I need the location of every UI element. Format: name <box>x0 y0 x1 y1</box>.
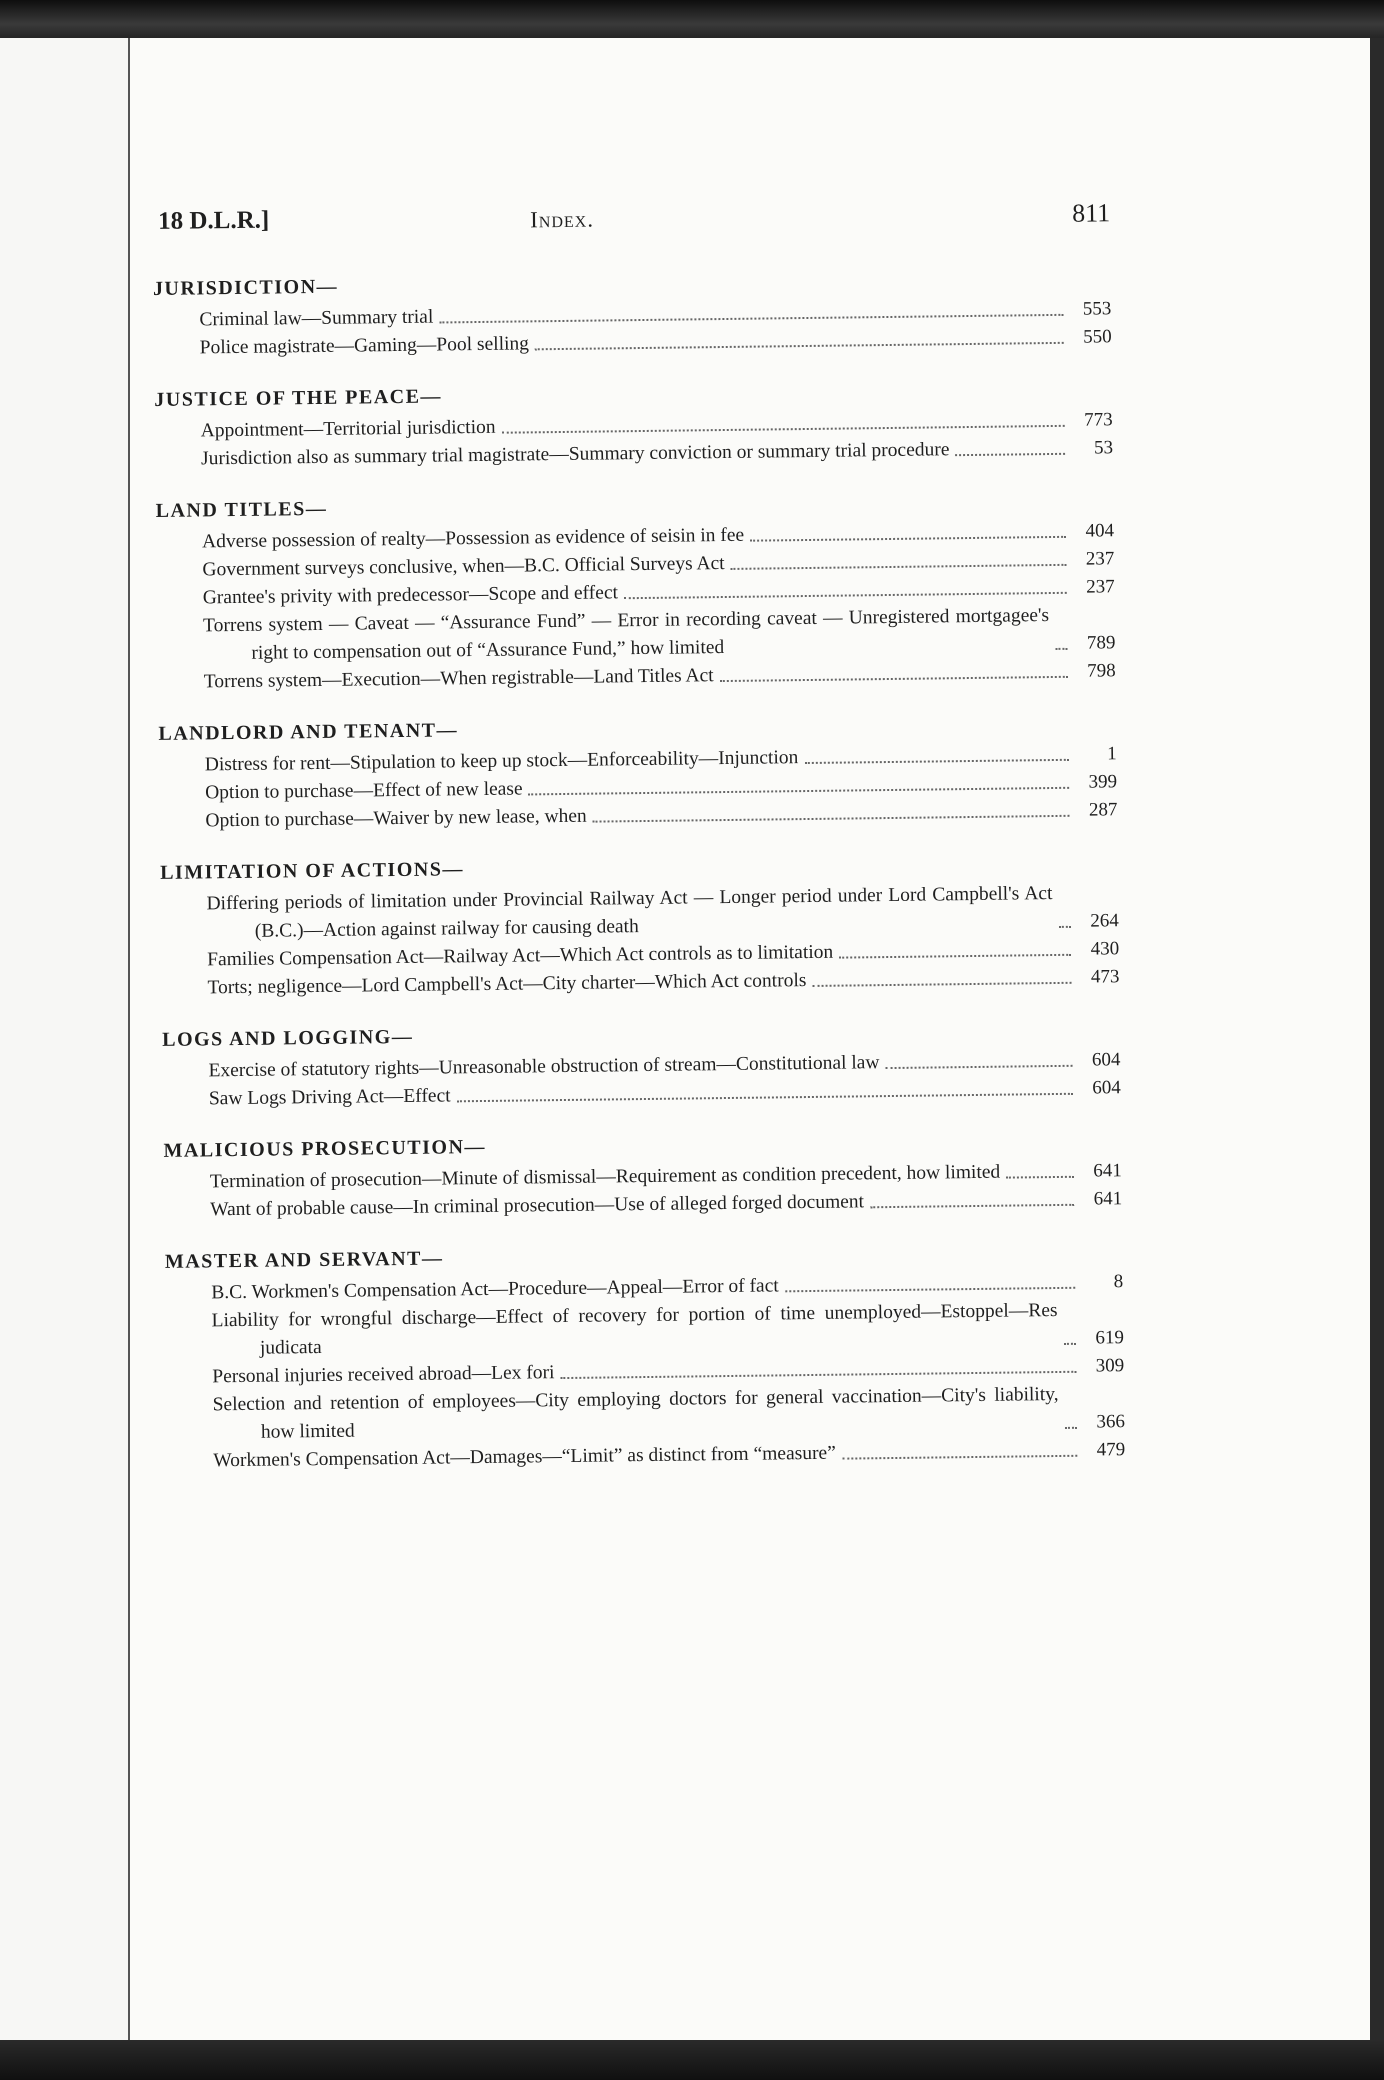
entry-page-number: 8 <box>1113 1271 1124 1293</box>
entry-text: Families Compensation Act—Railway Act—Which Act controls as to limitation <box>207 941 834 971</box>
entry-text: Personal injuries received abroad—Lex fori <box>212 1362 555 1388</box>
index-entry <box>212 1380 1125 1447</box>
entry-text: Torts; negligence—Lord Campbell's Act—City charter—Which Act controls <box>207 970 807 999</box>
entry-text: Adverse possession of realty—Possession as evidence of seisin in fee <box>201 524 745 553</box>
scan-right-border <box>1370 38 1384 2042</box>
index-section <box>161 1128 1122 1225</box>
entry-text: Torrens system—Execution—When registrable—Land Titles Act <box>203 665 714 693</box>
entry-page-number: 309 <box>1095 1355 1125 1377</box>
facing-page-edge <box>0 38 130 2042</box>
dot-leader <box>529 787 1069 796</box>
entry-page-number: 479 <box>1096 1439 1126 1461</box>
entry-text: Option to purchase—Effect of new lease <box>205 778 523 804</box>
entry-page-number: 641 <box>1093 1188 1123 1210</box>
dot-leader <box>804 759 1068 764</box>
index-section <box>160 1017 1121 1114</box>
section-heading: LOGS AND LOGGING— <box>162 1025 414 1051</box>
entry-page-number: 1 <box>1107 743 1117 765</box>
dot-leader <box>593 815 1070 823</box>
entry-text: Selection and retention of employees—City employing doctors for general vaccination—City's liability, how limited <box>212 1383 1059 1443</box>
entry-page-number: 604 <box>1091 1049 1121 1071</box>
index-section <box>163 1239 1126 1476</box>
dot-leader <box>561 1371 1077 1379</box>
section-heading: JURISDICTION— <box>152 275 339 300</box>
entry-page-number: 473 <box>1090 966 1120 988</box>
dot-leader <box>842 1455 1077 1460</box>
index-title: Index. <box>530 206 595 233</box>
entry-text: Jurisdiction also as summary trial magistrate—Summary conviction or summary trial procedure <box>200 439 950 470</box>
dot-leader <box>1006 1176 1074 1179</box>
entry-text: Workmen's Compensation Act—Damages—“Limit” as distinct from “measure” <box>213 1442 836 1472</box>
index-section <box>152 377 1113 474</box>
entry-page-number: 604 <box>1092 1077 1121 1099</box>
dot-leader <box>720 676 1068 682</box>
entry-page-number: 399 <box>1088 771 1118 793</box>
entry-page-number: 789 <box>1086 632 1116 654</box>
dot-leader <box>785 1287 1076 1293</box>
entry-page-number: 53 <box>1093 437 1114 459</box>
index-entry <box>203 601 1116 668</box>
index-sections <box>151 266 1126 1476</box>
entry-page-number: 619 <box>1095 1327 1125 1349</box>
entry-page-number: 237 <box>1085 548 1115 570</box>
dot-leader <box>457 1093 1073 1103</box>
page-content <box>150 196 1125 1476</box>
dot-leader <box>439 314 1063 324</box>
entry-page-number: 404 <box>1085 520 1115 542</box>
entry-text: B.C. Workmen's Compensation Act—Procedure—Appeal—Error of fact <box>211 1275 779 1304</box>
entry-text: Option to purchase—Waiver by new lease, when <box>205 805 587 832</box>
entry-text: Distress for rent—Stipulation to keep up stock—Enforceability—Injunction <box>204 747 799 776</box>
entry-text: Want of probable cause—In criminal prosecution—Use of alleged forged document <box>210 1191 865 1221</box>
entry-text: Torrens system — Caveat — “Assurance Fund” — Error in recording caveat — Unregistered mortgagee's right to compensation out of “Assurance Fund,” how limited <box>202 605 1050 664</box>
section-heading: MALICIOUS PROSECUTION— <box>163 1135 487 1162</box>
entry-text: Differing periods of limitation under Provincial Railway Act — Longer period under Lord Campbell's Act (B.C.)—Action against railway for causing death <box>206 883 1053 942</box>
index-entry <box>211 1296 1124 1363</box>
dot-leader <box>955 453 1065 456</box>
volume-label: 18 D.L.R.] <box>157 206 270 235</box>
entry-text: Saw Logs Driving Act—Effect <box>208 1085 451 1110</box>
entry-page-number: 641 <box>1093 1160 1122 1182</box>
dot-leader <box>1065 1427 1077 1429</box>
section-heading: LANDLORD AND TENANT— <box>158 719 459 745</box>
entry-page-number: 287 <box>1088 799 1118 821</box>
index-section <box>156 711 1117 836</box>
entry-page-number: 550 <box>1083 326 1112 348</box>
entry-text: Criminal law—Summary trial <box>199 306 434 331</box>
dot-leader <box>731 564 1067 570</box>
entry-page-number: 264 <box>1090 910 1119 932</box>
index-section <box>151 266 1112 363</box>
dot-leader <box>750 536 1066 542</box>
dot-leader <box>870 1204 1074 1208</box>
entry-page-number: 798 <box>1087 660 1116 682</box>
index-section <box>158 850 1120 1003</box>
section-heading: LAND TITLES— <box>155 497 328 522</box>
dot-leader <box>886 1065 1073 1069</box>
dot-leader <box>1055 648 1067 650</box>
index-entry <box>206 879 1119 946</box>
index-section <box>154 488 1116 697</box>
entry-text: Liability for wrongful discharge—Effect of recovery for portion of time unemployed—Estoppel—Res judicata <box>211 1299 1058 1359</box>
entry-text: Appointment—Territorial jurisdiction <box>200 416 496 442</box>
section-heading: MASTER AND SERVANT— <box>164 1247 444 1273</box>
entry-text: Termination of prosecution—Minute of dismissal—Requirement as condition precedent, how limited <box>209 1161 1001 1193</box>
dot-leader <box>839 954 1071 959</box>
entry-page-number: 773 <box>1084 409 1113 431</box>
entry-text: Police magistrate—Gaming—Pool selling <box>199 333 530 359</box>
dot-leader <box>535 342 1064 350</box>
section-heading: LIMITATION OF ACTIONS— <box>159 858 465 884</box>
page-number: 811 <box>1071 198 1111 228</box>
entry-text: Grantee's privity with predecessor—Scope and effect <box>202 582 619 609</box>
dot-leader <box>1059 926 1071 928</box>
entry-page-number: 553 <box>1082 298 1112 320</box>
entry-page-number: 366 <box>1096 1411 1126 1433</box>
dot-leader <box>1064 1343 1076 1345</box>
section-heading: JUSTICE OF THE PEACE— <box>154 385 443 411</box>
dot-leader <box>812 982 1071 987</box>
dot-leader <box>624 592 1067 599</box>
entry-text: Exercise of statutory rights—Unreasonable obstruction of stream—Constitutional law <box>208 1052 880 1082</box>
entry-text: Government surveys conclusive, when—B.C. Official Surveys Act <box>202 553 725 581</box>
entry-page-number: 237 <box>1086 576 1115 598</box>
entry-page-number: 430 <box>1090 938 1120 960</box>
dot-leader <box>502 425 1065 434</box>
scan-top-border <box>0 0 1384 40</box>
scan-bottom-border <box>0 2040 1384 2080</box>
